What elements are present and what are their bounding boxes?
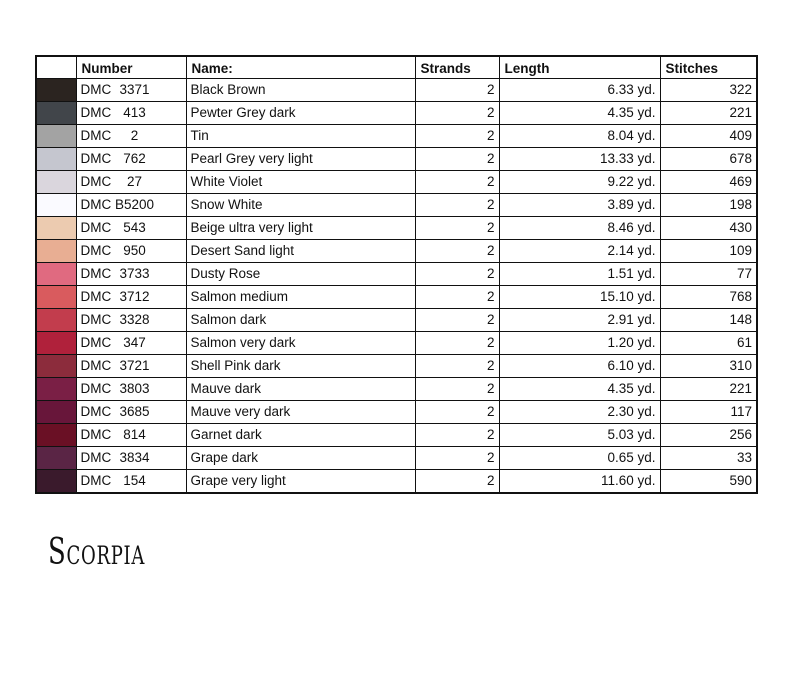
length-cell: 11.60 yd. [499, 470, 660, 494]
thread-number-cell [76, 171, 186, 194]
thread-number-cell [76, 217, 186, 240]
table-row [36, 148, 757, 171]
thread-code: 3328 [119, 312, 150, 328]
table-row [36, 309, 757, 332]
strands-cell: 2 [415, 194, 499, 217]
thread-brand: DMC [80, 105, 112, 121]
thread-brand: DMC [80, 82, 112, 98]
thread-code: 3733 [119, 266, 150, 282]
thread-code: 3685 [119, 404, 150, 420]
color-swatch [37, 401, 76, 423]
thread-name-cell: Dusty Rose [186, 263, 415, 286]
color-swatch-cell [36, 194, 76, 217]
stitches-cell: 109 [660, 240, 757, 263]
color-swatch-cell [36, 263, 76, 286]
color-swatch [37, 470, 76, 492]
header-strands: Strands [415, 56, 499, 79]
thread-code: B5200 [114, 197, 155, 213]
thread-number-cell [76, 125, 186, 148]
thread-code: 950 [123, 243, 146, 259]
strands-cell: 2 [415, 102, 499, 125]
stitches-cell: 221 [660, 378, 757, 401]
color-swatch-cell [36, 470, 76, 494]
thread-code: 3721 [119, 358, 150, 374]
color-swatch [37, 447, 76, 469]
strands-cell: 2 [415, 217, 499, 240]
stitches-cell: 77 [660, 263, 757, 286]
stitches-cell: 221 [660, 102, 757, 125]
color-swatch [37, 194, 76, 216]
color-swatch [37, 79, 76, 101]
pattern-title: Scorpia [48, 532, 146, 573]
color-swatch [37, 355, 76, 377]
strands-cell: 2 [415, 470, 499, 494]
header-stitches: Stitches [660, 56, 757, 79]
thread-code: 154 [123, 473, 146, 489]
thread-name-cell: Beige ultra very light [186, 217, 415, 240]
thread-number-cell [76, 194, 186, 217]
color-swatch [37, 125, 76, 147]
thread-number-cell [76, 424, 186, 447]
length-cell: 2.14 yd. [499, 240, 660, 263]
stitches-cell: 148 [660, 309, 757, 332]
thread-brand: DMC [80, 151, 112, 167]
header-name: Name: [186, 56, 415, 79]
table-row [36, 286, 757, 309]
thread-brand: DMC [80, 128, 112, 144]
length-cell: 3.89 yd. [499, 194, 660, 217]
thread-brand: DMC [80, 266, 112, 282]
table-row [36, 217, 757, 240]
thread-number-cell [76, 102, 186, 125]
color-swatch-cell [36, 309, 76, 332]
thread-name-cell: Salmon medium [186, 286, 415, 309]
thread-name-cell: Pewter Grey dark [186, 102, 415, 125]
thread-brand: DMC [80, 174, 112, 190]
thread-brand: DMC [80, 473, 112, 489]
thread-name-cell: Desert Sand light [186, 240, 415, 263]
table-row [36, 447, 757, 470]
header-swatch [36, 56, 76, 79]
color-swatch [37, 378, 76, 400]
thread-code: 762 [123, 151, 146, 167]
thread-name-cell: Salmon very dark [186, 332, 415, 355]
thread-number-cell [76, 447, 186, 470]
strands-cell: 2 [415, 309, 499, 332]
color-swatch [37, 217, 76, 239]
table-row [36, 171, 757, 194]
color-swatch [37, 309, 76, 331]
strands-cell: 2 [415, 263, 499, 286]
color-swatch [37, 102, 76, 124]
thread-brand: DMC [80, 243, 112, 259]
color-swatch-cell [36, 148, 76, 171]
thread-code: 347 [123, 335, 146, 351]
thread-number-cell [76, 401, 186, 424]
thread-code: 3834 [119, 450, 150, 466]
color-swatch-cell [36, 286, 76, 309]
strands-cell: 2 [415, 424, 499, 447]
thread-code: 543 [123, 220, 146, 236]
thread-name-cell: Mauve very dark [186, 401, 415, 424]
thread-name-cell: Black Brown [186, 79, 415, 102]
table-row [36, 102, 757, 125]
table-row [36, 401, 757, 424]
color-swatch-cell [36, 332, 76, 355]
stitches-cell: 33 [660, 447, 757, 470]
thread-brand: DMC [80, 450, 112, 466]
length-cell: 13.33 yd. [499, 148, 660, 171]
stitches-cell: 590 [660, 470, 757, 494]
header-number: Number [76, 56, 186, 79]
thread-code: 3371 [119, 82, 150, 98]
thread-number-cell [76, 79, 186, 102]
length-cell: 1.51 yd. [499, 263, 660, 286]
thread-brand: DMC [80, 381, 112, 397]
thread-name-cell: White Violet [186, 171, 415, 194]
thread-number-cell [76, 378, 186, 401]
color-swatch-cell [36, 378, 76, 401]
thread-code: 3803 [119, 381, 150, 397]
length-cell: 8.46 yd. [499, 217, 660, 240]
thread-brand: DMC [80, 427, 112, 443]
header-length: Length [499, 56, 660, 79]
thread-name-cell: Snow White [186, 194, 415, 217]
length-cell: 5.03 yd. [499, 424, 660, 447]
thread-number-cell [76, 263, 186, 286]
table-row [36, 470, 757, 494]
stitches-cell: 409 [660, 125, 757, 148]
strands-cell: 2 [415, 240, 499, 263]
length-cell: 4.35 yd. [499, 102, 660, 125]
thread-name-cell: Mauve dark [186, 378, 415, 401]
length-cell: 4.35 yd. [499, 378, 660, 401]
strands-cell: 2 [415, 148, 499, 171]
thread-number-cell [76, 286, 186, 309]
strands-cell: 2 [415, 401, 499, 424]
table-row [36, 355, 757, 378]
table-row [36, 79, 757, 102]
length-cell: 6.10 yd. [499, 355, 660, 378]
strands-cell: 2 [415, 286, 499, 309]
stitches-cell: 469 [660, 171, 757, 194]
length-cell: 9.22 yd. [499, 171, 660, 194]
thread-number-cell [76, 240, 186, 263]
thread-number-cell [76, 355, 186, 378]
color-swatch [37, 240, 76, 262]
thread-code: 814 [123, 427, 146, 443]
color-swatch-cell [36, 79, 76, 102]
color-swatch-cell [36, 171, 76, 194]
strands-cell: 2 [415, 447, 499, 470]
thread-number-cell [76, 148, 186, 171]
stitches-cell: 430 [660, 217, 757, 240]
thread-code: 3712 [119, 289, 150, 305]
strands-cell: 2 [415, 332, 499, 355]
stitches-cell: 61 [660, 332, 757, 355]
color-swatch-cell [36, 401, 76, 424]
thread-name-cell: Garnet dark [186, 424, 415, 447]
strands-cell: 2 [415, 79, 499, 102]
thread-name-cell: Pearl Grey very light [186, 148, 415, 171]
thread-list-table [35, 55, 758, 494]
color-swatch-cell [36, 424, 76, 447]
color-swatch-cell [36, 240, 76, 263]
table-row [36, 424, 757, 447]
thread-name-cell: Salmon dark [186, 309, 415, 332]
table-row [36, 378, 757, 401]
thread-brand: DMC [80, 197, 112, 213]
length-cell: 1.20 yd. [499, 332, 660, 355]
length-cell: 6.33 yd. [499, 79, 660, 102]
strands-cell: 2 [415, 378, 499, 401]
thread-name-cell: Grape very light [186, 470, 415, 494]
stitches-cell: 322 [660, 79, 757, 102]
length-cell: 0.65 yd. [499, 447, 660, 470]
thread-brand: DMC [80, 289, 112, 305]
thread-code: 27 [126, 174, 143, 190]
thread-name-cell: Grape dark [186, 447, 415, 470]
thread-brand: DMC [80, 335, 112, 351]
strands-cell: 2 [415, 355, 499, 378]
strands-cell: 2 [415, 125, 499, 148]
thread-brand: DMC [80, 358, 112, 374]
thread-number-cell [76, 332, 186, 355]
stitches-cell: 678 [660, 148, 757, 171]
color-swatch [37, 148, 76, 170]
length-cell: 15.10 yd. [499, 286, 660, 309]
thread-brand: DMC [80, 404, 112, 420]
color-swatch [37, 263, 76, 285]
color-swatch [37, 424, 76, 446]
length-cell: 2.30 yd. [499, 401, 660, 424]
thread-code: 413 [123, 105, 146, 121]
stitches-cell: 768 [660, 286, 757, 309]
table-row [36, 125, 757, 148]
thread-name-cell: Shell Pink dark [186, 355, 415, 378]
table-row [36, 332, 757, 355]
thread-brand: DMC [80, 312, 112, 328]
color-swatch [37, 171, 76, 193]
thread-brand: DMC [80, 220, 112, 236]
thread-number-cell [76, 470, 186, 494]
stitches-cell: 256 [660, 424, 757, 447]
stitches-cell: 310 [660, 355, 757, 378]
stitches-cell: 198 [660, 194, 757, 217]
thread-rows [36, 79, 757, 494]
stitches-cell: 117 [660, 401, 757, 424]
table-row [36, 263, 757, 286]
table-row [36, 194, 757, 217]
color-swatch-cell [36, 125, 76, 148]
color-swatch [37, 286, 76, 308]
thread-number-cell [76, 309, 186, 332]
table-header-row [36, 56, 757, 79]
table-row [36, 240, 757, 263]
color-swatch-cell [36, 447, 76, 470]
color-swatch-cell [36, 217, 76, 240]
color-swatch-cell [36, 102, 76, 125]
thread-code: 2 [130, 128, 139, 144]
color-swatch-cell [36, 355, 76, 378]
length-cell: 2.91 yd. [499, 309, 660, 332]
thread-name-cell: Tin [186, 125, 415, 148]
strands-cell: 2 [415, 171, 499, 194]
length-cell: 8.04 yd. [499, 125, 660, 148]
color-swatch [37, 332, 76, 354]
